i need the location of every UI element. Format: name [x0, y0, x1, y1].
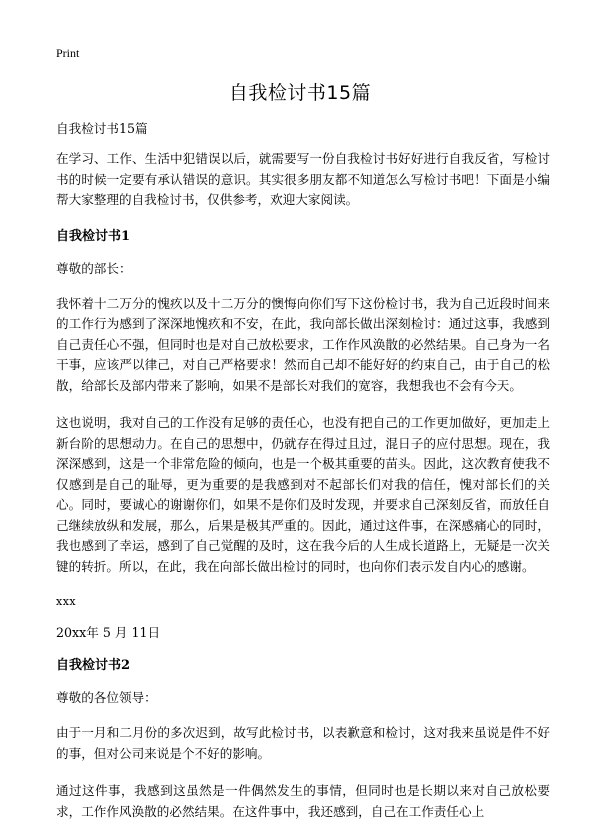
date: 20xx年 5 月 11日	[56, 625, 161, 640]
greeting: 尊敬的各位领导：	[56, 690, 157, 705]
document-body	[56, 120, 550, 828]
section-heading: 自我检讨书1	[56, 228, 131, 244]
document-title: 自我检讨书15篇	[228, 82, 372, 104]
body-paragraph: 由于一月和二月份的多次迟到，故写此检讨书，以表歉意和检讨，这对我来虽说是件不好的事，但对公司来说是个不好的影响。	[56, 725, 550, 761]
body-paragraph: 通过这件事，我感到这虽然是一件偶然发生的事情，但同时也是长期以来对自己放松要求，工作作风涣散的必然结果。在这件事中，我还感到，自己在工作责任心上	[56, 783, 550, 819]
intro-paragraph: 在学习、工作、生活中犯错误以后，就需要写一份自我检讨书好好进行自我反省，写检讨书的时候一定要有承认错误的意识。其实很多朋友都不知道怎么写检讨书吧！下面是小编帮大家整理的自我检讨书，仅供参考，欢迎大家阅读。	[56, 151, 550, 207]
greeting: 尊敬的部长：	[56, 260, 132, 276]
body-paragraph: 我怀着十二万分的愧疚以及十二万分的懊悔向你们写下这份检讨书，我为自己近段时间来的工作行为感到了深深地愧疚和不安，在此，我向部长做出深刻检讨：通过这事，我感到自己责任心不强，但同时也是对自己放松要求，工作作风涣散的必然结果。自己身为一名干事，应该严以律己，对自己严格要求！然而自己却不能好好的约束自己，由于自己的松散，给部长及部内带来了影响，如果不是部长对我们的宽容，我想我也不会有今天。	[56, 295, 550, 393]
document-subtitle: 自我检讨书15篇	[56, 121, 148, 136]
body-paragraph: 这也说明，我对自己的工作没有足够的责任心，也没有把自己的工作更加做好，更加走上新台阶的思想动力。在自己的思想中，仍就存在得过且过，混日子的应付思想。现在，我深深感到，这是一个非常危险的倾向，也是一个极其重要的苗头。因此，这次教育使我不仅感到是自己的耻辱，更为重要的是我感到对不起部长们对我的信任，愧对部长们的关心。同时，要诚心的谢谢你们，如果不是你们及时发现，并要求自己深刻反省，而放任自己继续放纵和发展，那么，后果是极其严重的。因此，通过这件事，在深感痛心的同时，我也感到了幸运，感到了自己觉醒的及时，这在我今后的人生成长道路上，无疑是一次关键的转折。所以，在此，我在向部长做出检讨的同时，也向你们表示发自内心的感谢。	[56, 415, 550, 574]
section-2	[56, 657, 550, 822]
print-link[interactable]: Print	[56, 46, 80, 60]
signature: xxx	[56, 595, 77, 608]
section-1	[56, 228, 550, 643]
section-heading: 自我检讨书2	[56, 658, 131, 673]
